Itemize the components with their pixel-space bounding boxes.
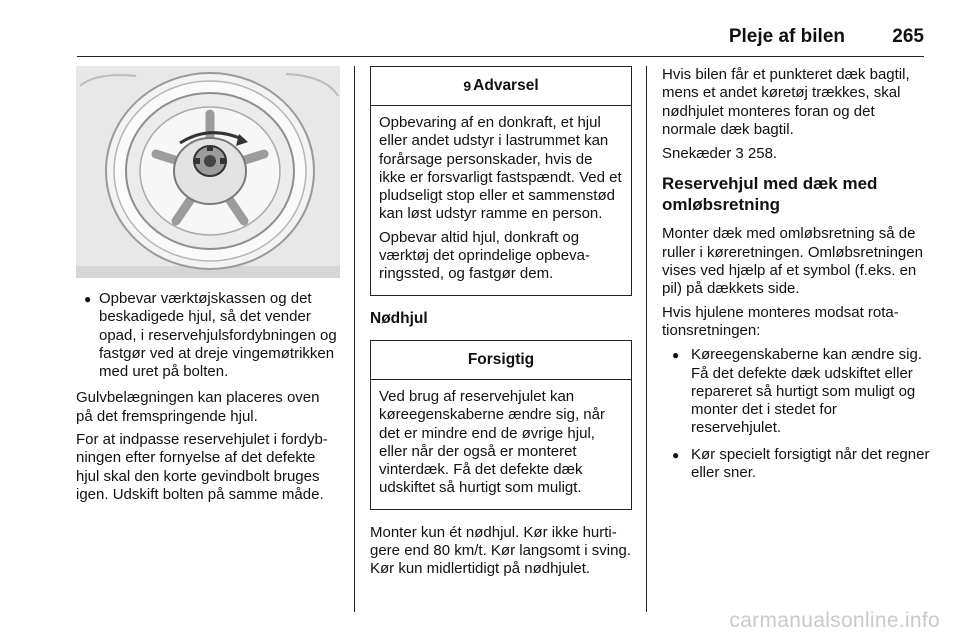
- watermark: carmanualsonline.info: [729, 609, 940, 632]
- paragraph: Gulvbelægningen kan placeres oven på det fremspringende hjul.: [76, 389, 320, 425]
- reference-arrow-icon: 3: [735, 145, 744, 163]
- paragraph: For at indpasse reservehjulet i fordybningen efter fornyelse af det defekte hjul skal den korte gevindbolt bruges igen. Udskift bolten på samme måde.: [76, 431, 328, 503]
- warning-paragraph: Opbevar altid hjul, donkraft og værktøj det oprindelige opbevaringssted, og fastgør dem.: [379, 228, 590, 283]
- warning-header: [371, 67, 631, 106]
- page-header: [0, 0, 960, 60]
- cross-reference: [662, 145, 930, 163]
- spare-wheel-drawing: [76, 66, 340, 278]
- page-title: Pleje af bilen: [728, 26, 845, 47]
- paragraph: Hvis hjulene monteres modsat rotationsretningen:: [662, 303, 899, 339]
- instruction-list: [76, 290, 340, 381]
- list-item: ● Køreegenskaberne kan ændre sig. Få det defekte dæk udskiftet eller repareret så hurtigt som muligt og monter det i stedet for reservehjulet.: [662, 346, 930, 437]
- list-item: ● Kør specielt forsigtigt når det regner eller sner.: [662, 446, 930, 483]
- column-middle: [370, 66, 632, 584]
- column-divider: [354, 66, 355, 612]
- caution-body: [371, 380, 631, 509]
- section-heading: Reservehjul med dæk med omløbsretning: [662, 174, 878, 215]
- warning-paragraph: Opbevaring af en donkraft, et hjul eller andet udstyr i lastrummet kan forårsage personskader, hvis de ikke er forsvarligt fastspændt. Ved et pludseligt stop eller et sammenstød kan løst udstyr ramme en person.: [379, 114, 622, 223]
- caution-box: [370, 340, 632, 510]
- spare-wheel-illustration: [76, 66, 340, 278]
- reference-page: 258.: [747, 145, 778, 163]
- page-number: 265: [892, 26, 924, 47]
- caution-header: [371, 341, 631, 380]
- paragraph: Hvis bilen får et punkteret dæk bagtil, mens et andet køretøj trækkes, skal nødhjulet monteres foran og det normale dæk bagtil.: [662, 66, 910, 138]
- paragraph: Monter kun ét nødhjul. Kør ikke hurtigere end 80 km/t. Kør langsomt i sving. Kør kun midlertidigt på nødhjulet.: [370, 523, 631, 578]
- column-divider: [646, 66, 647, 612]
- section-heading: Nødhjul: [370, 309, 428, 327]
- column-right: [662, 66, 930, 490]
- column-left: [76, 66, 340, 509]
- warning-box: [370, 66, 632, 296]
- reference-text: Snekæder: [662, 145, 732, 163]
- list-item: ● Opbevar værktøjskassen og det beskadigede hjul, så det vender opad, i reservehjulsfordybningen og fastgør ved at dreje vingemøtrikken med uret på bolten.: [76, 290, 340, 381]
- warning-body: [371, 106, 631, 295]
- caution-title: Forsigtig: [467, 350, 535, 368]
- warning-title: Advarsel: [473, 76, 539, 94]
- instruction-list: [662, 346, 930, 482]
- paragraph: Monter dæk med omløbsretning så de ruller i køreretningen. Omløbsretningen vises ved hjælp af et symbol (f.eks. en pil) på dækkets side.: [662, 225, 923, 298]
- warning-triangle-icon: 9: [463, 77, 472, 94]
- caution-paragraph: Ved brug af reservehjulet kan køreegenskaberne ændre sig, når det er mindre end de øvrige hjul, eller når der også er monteret vinterdæk. Få det defekte dæk udskiftet så hurtigt som muligt.: [379, 387, 605, 497]
- header-rule: [77, 56, 924, 57]
